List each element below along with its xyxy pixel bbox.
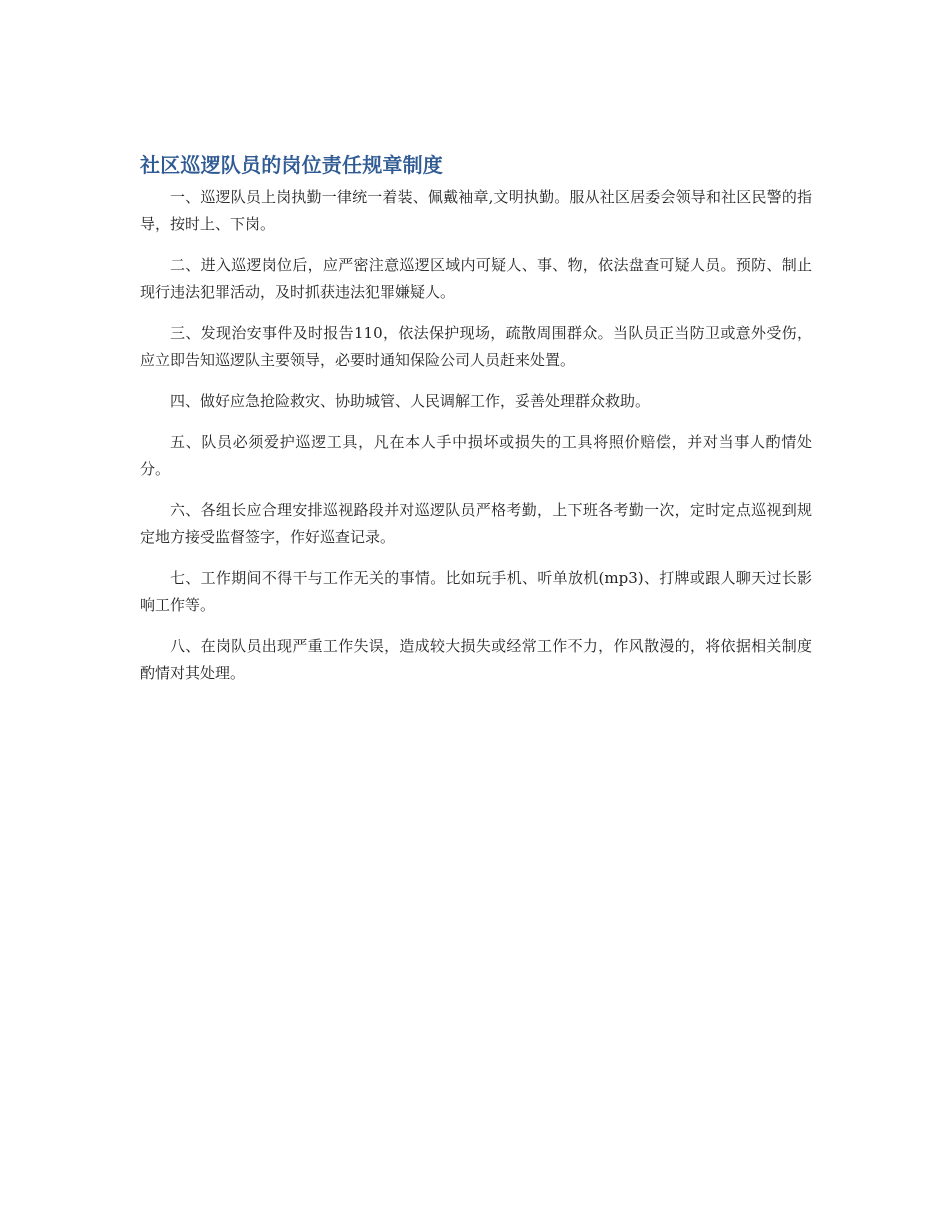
paragraph-4: 四、做好应急抢险救灾、协助城管、人民调解工作，妥善处理群众救助。	[170, 392, 651, 410]
paragraph-5: 五、队员必须爱护巡逻工具，凡在本人手中损坏或损失的工具将照价赔偿，并对当事人酌情处分。	[140, 433, 812, 478]
paragraph-1: 一、巡逻队员上岗执勤一律统一着装、佩戴袖章,文明执勤。服从社区居委会领导和社区民警的指导，按时上、下岗。	[140, 188, 812, 233]
paragraph-6: 六、各组长应合理安排巡视路段并对巡逻队员严格考勤，上下班各考勤一次，定时定点巡视到规定地方接受监督签字，作好巡查记录。	[140, 501, 812, 546]
document-title: 社区巡逻队员的岗位责任规章制度	[140, 153, 443, 177]
paragraph-8: 八、在岗队员出现严重工作失误，造成较大损失或经常工作不力，作风散漫的，将依据相关制度酌情对其处理。	[140, 637, 812, 682]
document-body	[140, 150, 812, 701]
paragraph-2: 二、进入巡逻岗位后，应严密注意巡逻区域内可疑人、事、物，依法盘查可疑人员。预防、制止现行违法犯罪活动，及时抓获违法犯罪嫌疑人。	[140, 256, 812, 301]
paragraph-3: 三、发现治安事件及时报告110，依法保护现场，疏散周围群众。当队员正当防卫或意外受伤，应立即告知巡逻队主要领导，必要时通知保险公司人员赶来处置。	[140, 324, 812, 369]
paragraph-7: 七、工作期间不得干与工作无关的事情。比如玩手机、听单放机(mp3)、打牌或跟人聊天过长影响工作等。	[140, 569, 812, 614]
